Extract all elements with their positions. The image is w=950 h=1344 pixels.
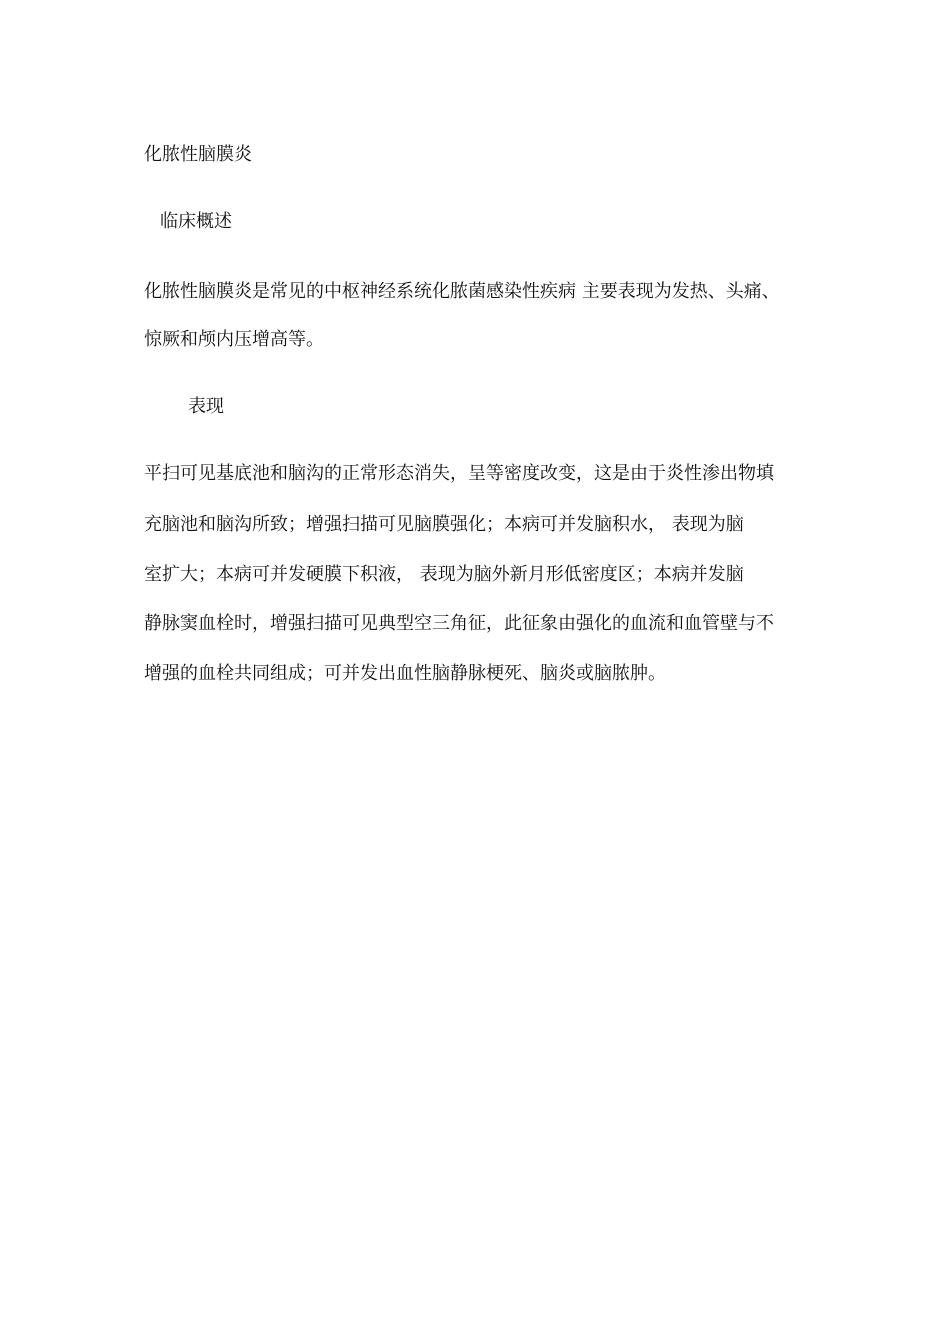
section-heading-clinical-overview: 临床概述 [160,211,232,232]
paragraph-line: 静脉窦血栓时，增强扫描可见典型空三角征，此征象由强化的血流和血管壁与不 [144,613,774,634]
paragraph-line: 充脑池和脑沟所致；增强扫描可见脑膜强化；本病可并发脑积水， 表现为脑 [144,514,744,535]
paragraph-line: 惊厥和颅内压增高等。 [144,329,324,350]
document-title: 化脓性脑膜炎 [144,144,252,165]
paragraph-line: 平扫可见基底池和脑沟的正常形态消失，呈等密度改变，这是由于炎性渗出物填 [144,463,774,484]
paragraph-line: 化脓性脑膜炎是常见的中枢神经系统化脓菌感染性疾病 主要表现为发热、头痛、 [144,281,780,302]
paragraph-line: 增强的血栓共同组成；可并发出血性脑静脉梗死、脑炎或脑脓肿。 [144,663,666,684]
paragraph-line: 室扩大；本病可并发硬膜下积液， 表现为脑外新月形低密度区；本病并发脑 [144,564,744,585]
section-heading-findings: 表现 [188,396,224,417]
